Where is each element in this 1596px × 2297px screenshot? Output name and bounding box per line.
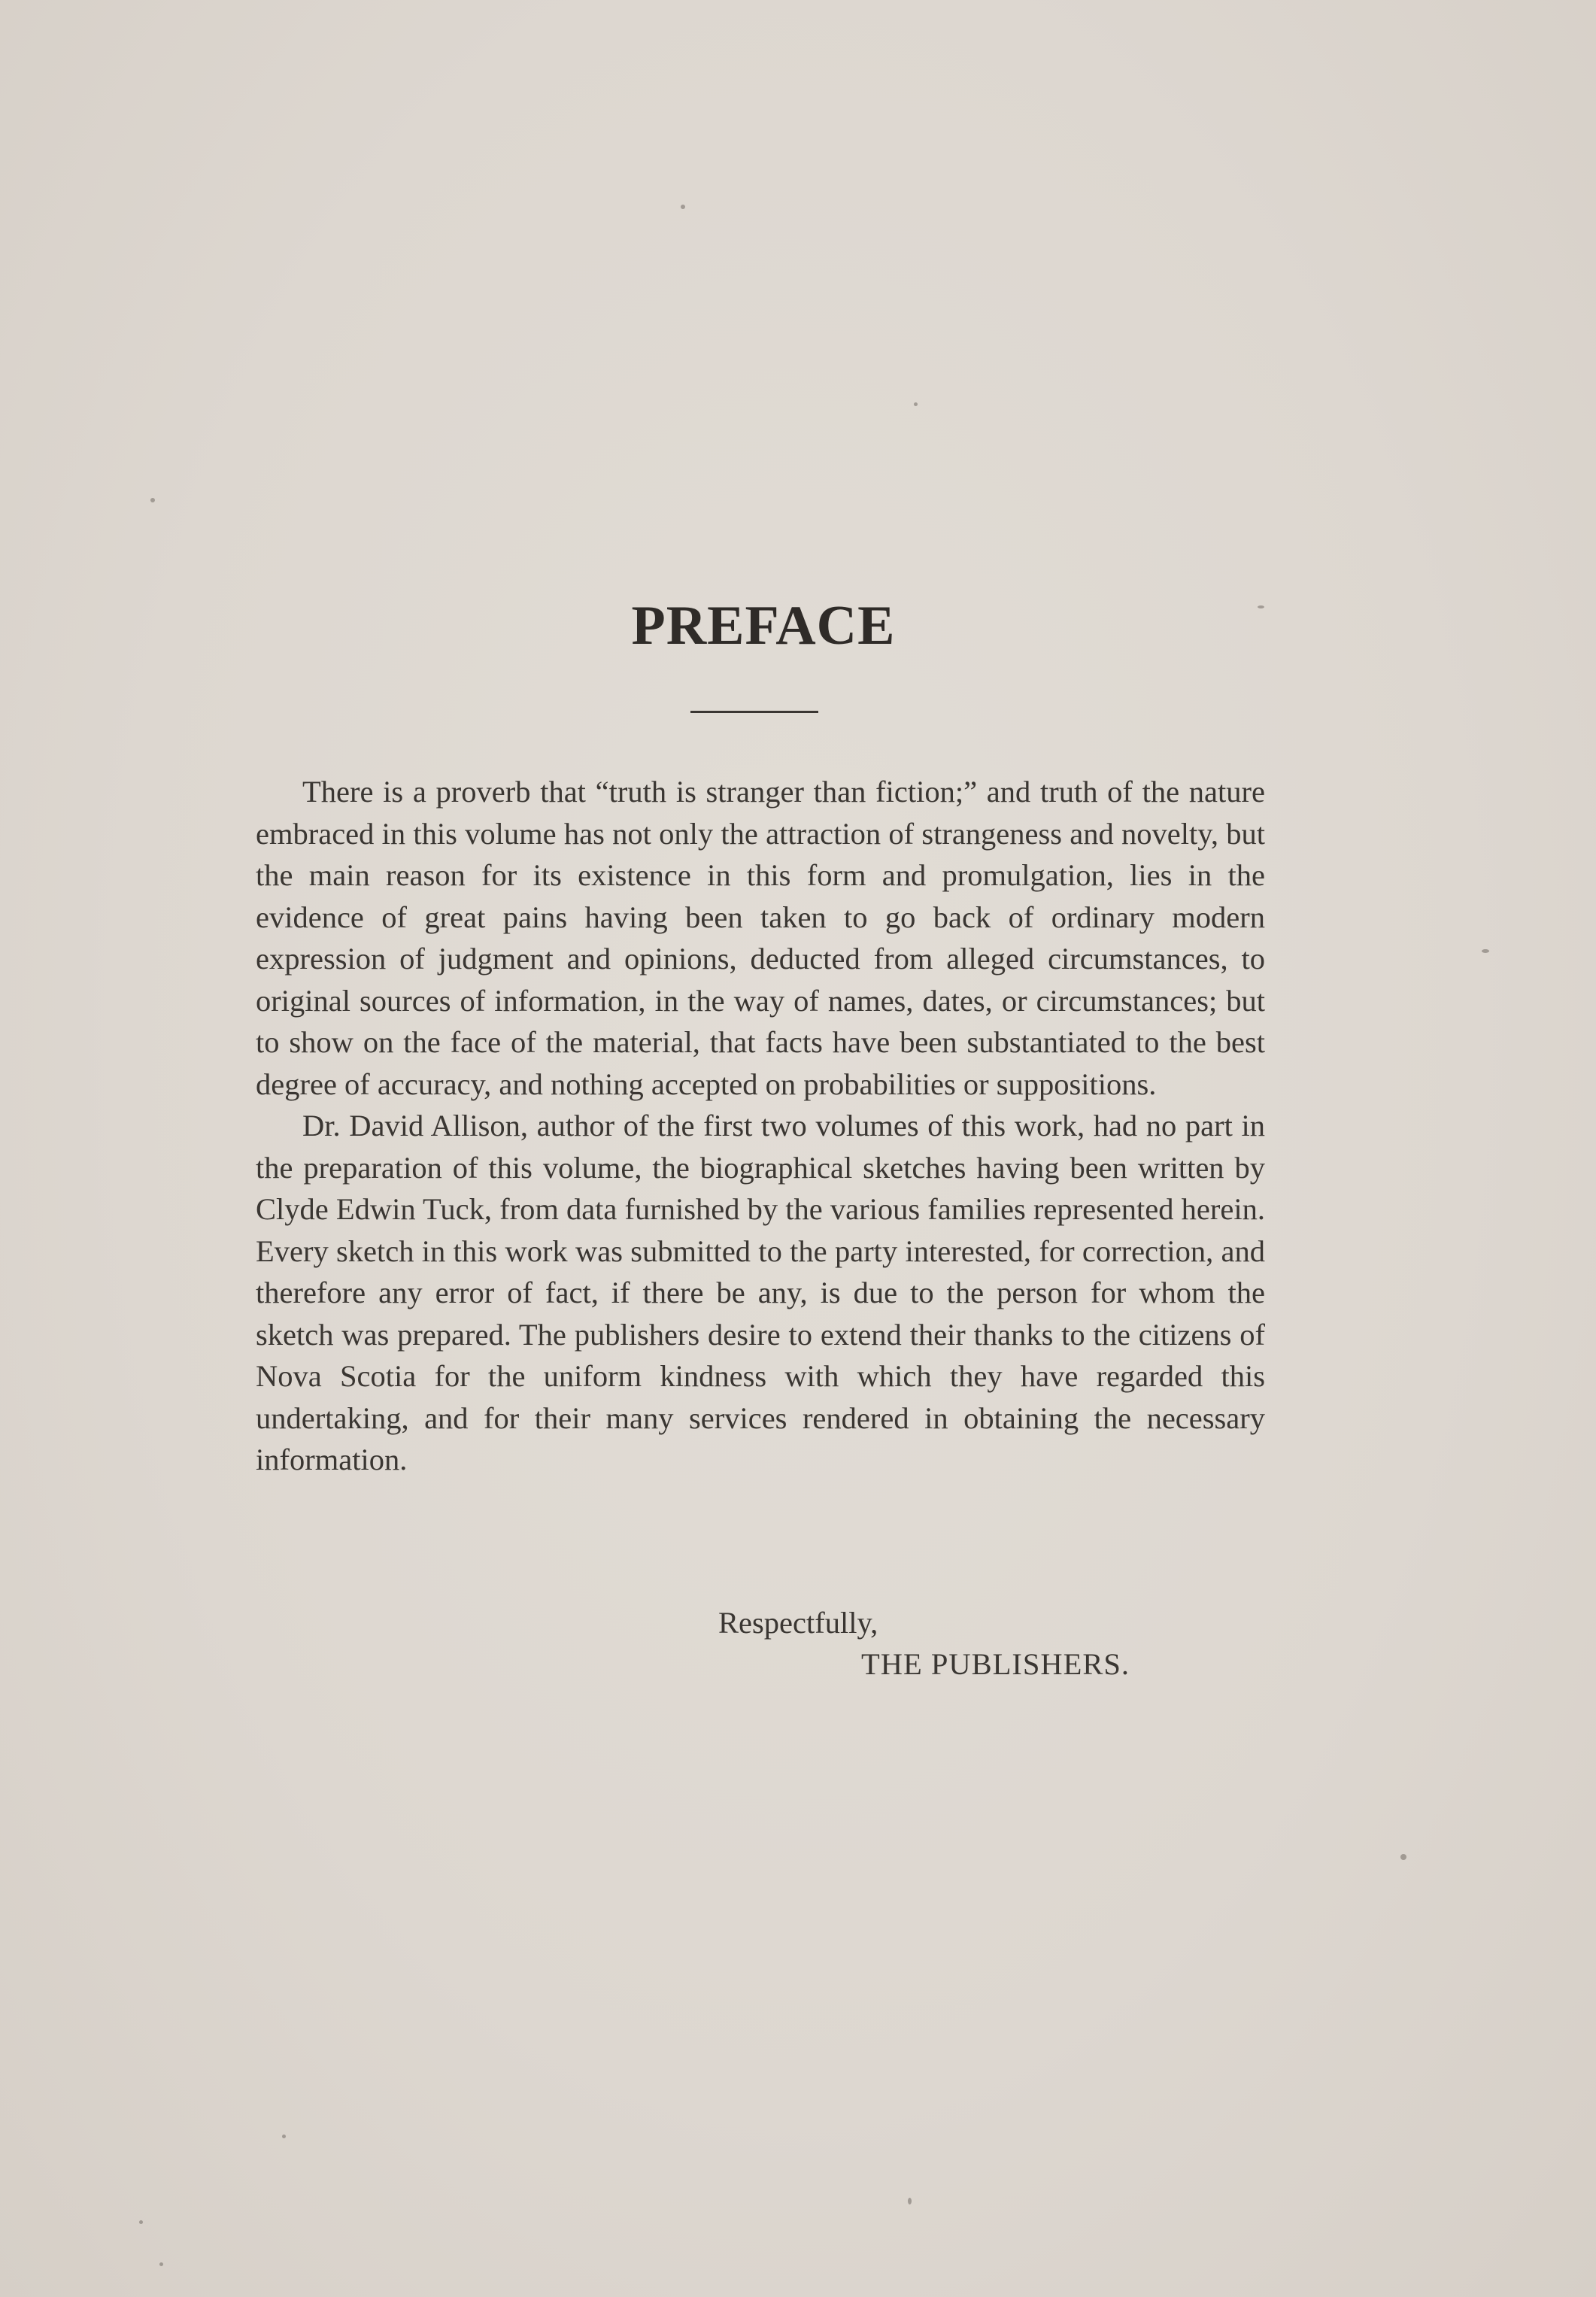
page-title: PREFACE — [631, 595, 896, 657]
closing-salutation: Respectfully, — [718, 1606, 878, 1640]
paper-speck — [1482, 949, 1489, 953]
paper-speck — [1258, 605, 1264, 608]
paper-speck — [139, 2220, 143, 2224]
paper-speck — [282, 2135, 286, 2138]
paper-speck — [681, 205, 685, 209]
paper-speck — [1400, 1854, 1406, 1860]
paper-speck — [914, 402, 918, 406]
title-divider — [690, 711, 818, 713]
paragraph-1: There is a proverb that “truth is stranger than fiction;” and truth of the nature embraced in this volume has not only the attraction of strangeness and novelty, but the main reason for its existence in this form and promulgation, lies in the evidence of great pains having been taken to go back of ordinary modern expression of judgment and opinions, deducted from alleged circumstances, to original sources of information, in the way of names, dates, or circumstances; but to show on the face of the material, that facts have been substantiated to the best degree of accuracy, and nothing accepted on probabilities or suppositions. — [256, 775, 1265, 1101]
paper-speck — [908, 2198, 912, 2204]
signature: THE PUBLISHERS. — [861, 1647, 1130, 1681]
paper-speck — [159, 2262, 163, 2266]
preface-body — [256, 771, 1265, 1481]
paragraph-2: Dr. David Allison, author of the first two volumes of this work, had no part in the preparation of this volume, the biographical sketches having been written by Clyde Edwin Tuck, from data furnished by the various families represented herein. Every sketch in this work was submitted to the party interested, for correction, and therefore any error of fact, if there be any, is due to the person for whom the sketch was prepared. The publishers desire to extend their thanks to the citizens of Nova Scotia for the uniform kindness with which they have regarded this undertaking, and for their many services rendered in obtaining the necessary information. — [256, 1109, 1265, 1476]
paper-speck — [150, 498, 155, 502]
